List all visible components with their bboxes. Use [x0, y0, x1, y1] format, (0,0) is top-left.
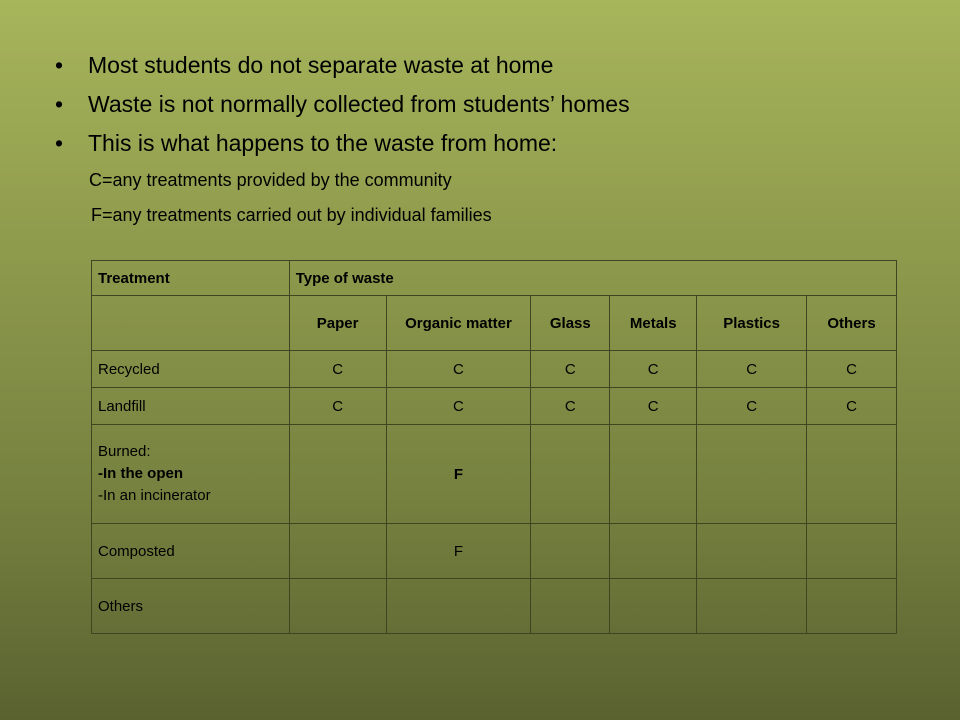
table-header-row [92, 261, 897, 296]
note-community: C=any treatments provided by the community [89, 170, 452, 190]
row-label: Landfill [92, 388, 290, 425]
column-header: Organic matter [386, 296, 531, 351]
table-cell: C [610, 351, 697, 388]
table-cell [697, 524, 807, 579]
table-cell: C [289, 351, 386, 388]
table-subheader-row [92, 296, 897, 351]
table-cell: C [807, 388, 897, 425]
bullet-text: Most students do not separate waste at home [88, 52, 554, 78]
row-label: Burned: [98, 443, 151, 460]
row-label: Composted [92, 524, 290, 579]
table-cell [610, 579, 697, 634]
table-cell: F [386, 425, 531, 524]
bullet-text: This is what happens to the waste from home: [88, 130, 558, 156]
table-row-composted [92, 524, 897, 579]
row-sublabel-incinerator: -In an incinerator [98, 487, 211, 504]
table-cell [386, 579, 531, 634]
row-label: Others [92, 579, 290, 634]
table-cell [807, 579, 897, 634]
header-treatment: Treatment [92, 261, 290, 296]
table-cell [697, 425, 807, 524]
bullet-list [55, 48, 630, 165]
note-families: F=any treatments carried out by individual families [91, 205, 492, 225]
table-cell: C [386, 388, 531, 425]
table-cell [610, 524, 697, 579]
waste-treatment-table [91, 260, 897, 634]
table-cell [531, 579, 610, 634]
bullet-item [55, 48, 630, 87]
table-cell [531, 524, 610, 579]
table-cell [697, 579, 807, 634]
bullet-dot: • [55, 52, 64, 78]
column-header: Paper [289, 296, 386, 351]
bullet-text: Waste is not normally collected from students’ homes [88, 91, 630, 117]
table-cell: C [289, 388, 386, 425]
subheader-empty [92, 296, 290, 351]
table-cell [289, 425, 386, 524]
column-header: Metals [610, 296, 697, 351]
table-cell [610, 425, 697, 524]
table-row-others [92, 579, 897, 634]
table-cell: C [531, 351, 610, 388]
table-cell: C [697, 351, 807, 388]
table-cell [807, 524, 897, 579]
table-cell: C [386, 351, 531, 388]
table-cell [289, 524, 386, 579]
table-row-landfill [92, 388, 897, 425]
table-cell: C [807, 351, 897, 388]
table-row-recycled [92, 351, 897, 388]
bullet-item [55, 87, 630, 126]
row-sublabel-open: -In the open [98, 465, 183, 482]
column-header: Others [807, 296, 897, 351]
header-type-of-waste: Type of waste [289, 261, 896, 296]
bullet-dot: • [55, 91, 64, 117]
row-label-burned [92, 425, 290, 524]
table-cell: C [610, 388, 697, 425]
column-header: Plastics [697, 296, 807, 351]
table-cell [807, 425, 897, 524]
bullet-dot: • [55, 130, 64, 156]
bullet-item [55, 126, 630, 165]
table-cell: C [697, 388, 807, 425]
table-cell: C [531, 388, 610, 425]
table-row-burned [92, 425, 897, 524]
table-cell [531, 425, 610, 524]
table-cell [289, 579, 386, 634]
table-cell: F [386, 524, 531, 579]
column-header: Glass [531, 296, 610, 351]
row-label: Recycled [92, 351, 290, 388]
